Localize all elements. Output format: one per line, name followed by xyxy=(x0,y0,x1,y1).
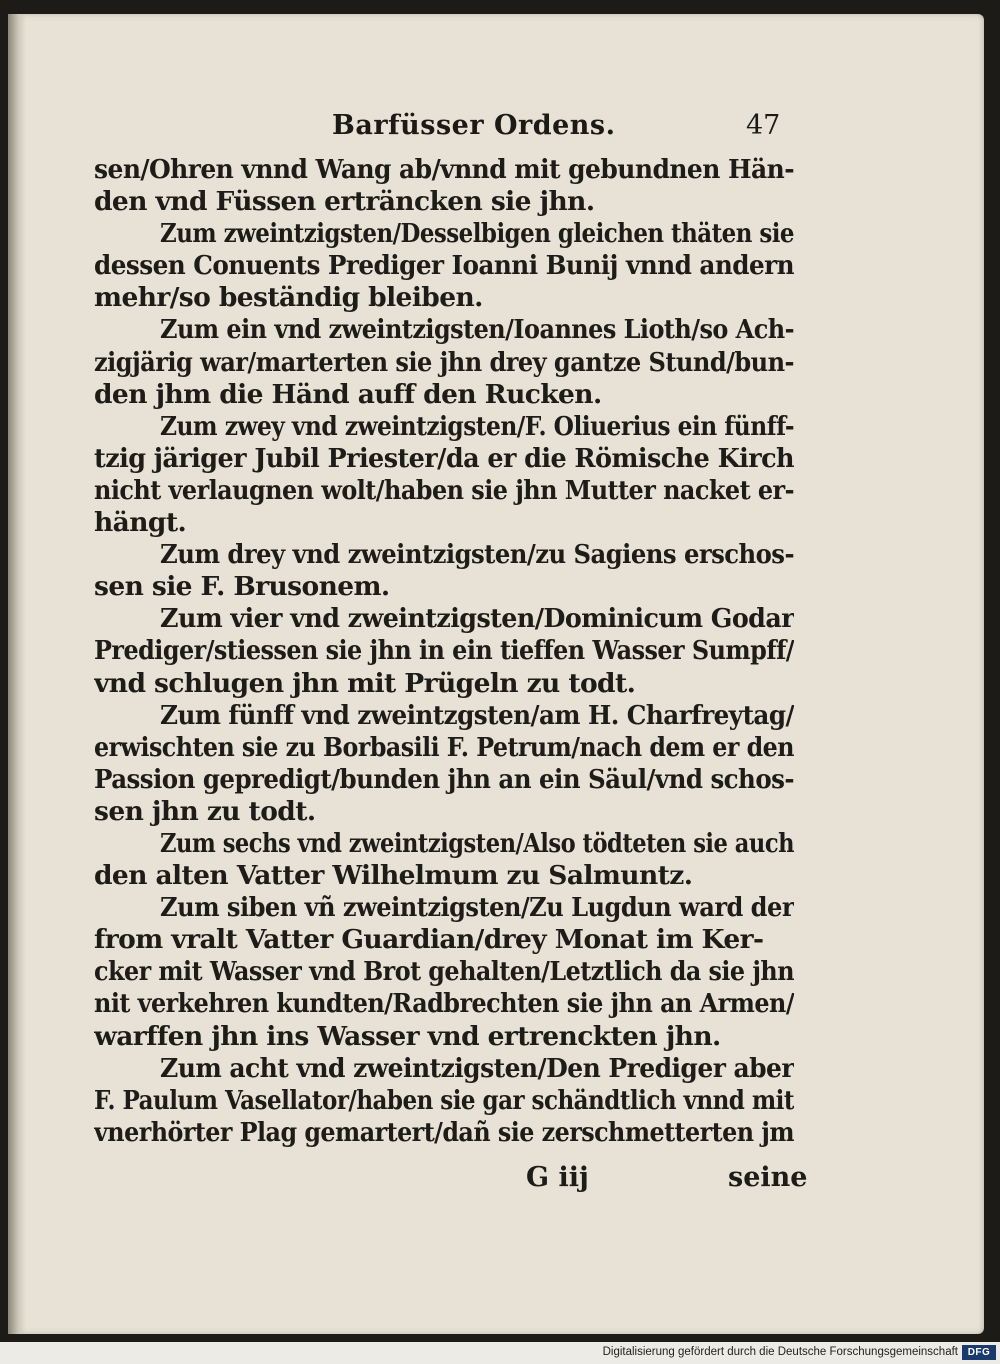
body-text xyxy=(94,154,794,1149)
text-line: Zum siben vñ zweintzigsten/Zu Lugdun ward der xyxy=(160,892,794,924)
text-line: den alten Vatter Wilhelmum zu Salmuntz. xyxy=(94,860,693,892)
funding-credit: Digitalisierung gefördert durch die Deutsche Forschungsgemeinschaft xyxy=(602,1346,958,1358)
text-line: Zum zweintzigsten/Desselbigen gleichen thäten sie xyxy=(160,218,794,250)
book-page xyxy=(8,14,984,1334)
text-line: Zum zwey vnd zweintzigsten/F. Oliuerius ein fünff- xyxy=(160,410,794,442)
text-line: from vralt Vatter Guardian/drey Monat im Ker- xyxy=(94,924,764,956)
text-line: Zum drey vnd zweintzigsten/zu Sagiens erschos- xyxy=(160,539,794,571)
text-line: Passion gepredigt/bunden jhn an ein Säul/vnd schos- xyxy=(94,763,794,795)
page-gutter-shadow xyxy=(8,14,26,1334)
signature-mark: G iij xyxy=(526,1162,589,1193)
text-line: warffen jhn ins Wasser vnd ertrenckten jhn. xyxy=(94,1020,721,1052)
text-line: zigjärig war/marterten sie jhn drey gantze Stund/bun- xyxy=(94,346,794,378)
text-line: hängt. xyxy=(94,507,187,539)
text-line: Zum sechs vnd zweintzigsten/Also tödteten sie auch xyxy=(160,827,794,859)
text-line: Prediger/stiessen sie jhn in ein tieffen Wasser Sumpff/ xyxy=(94,635,794,667)
text-line: Zum ein vnd zweintzigsten/Ioannes Lioth/so Ach- xyxy=(160,314,794,346)
text-line: cker mit Wasser vnd Brot gehalten/Letztlich da sie jhn xyxy=(94,956,794,988)
text-line: tzig järiger Jubil Priester/da er die Römische Kirch xyxy=(94,442,794,474)
text-line: sen jhn zu todt. xyxy=(94,795,316,827)
text-line: F. Paulum Vasellator/haben sie gar schändtlich vnnd mit xyxy=(94,1084,794,1116)
catchword: seine xyxy=(728,1162,808,1193)
dfg-logo: DFG xyxy=(962,1345,996,1360)
text-line: Zum vier vnd zweintzigsten/Dominicum Godar xyxy=(160,603,794,635)
text-line: erwischten sie zu Borbasili F. Petrum/nach dem er den xyxy=(94,731,794,763)
text-line: sen sie F. Brusonem. xyxy=(94,571,390,603)
text-line: vnd schlugen jhn mit Prügeln zu todt. xyxy=(94,667,636,699)
footer-bar xyxy=(0,1342,1000,1364)
text-line: mehr/so beständig bleiben. xyxy=(94,282,483,314)
text-line: Zum fünff vnd zweintzgsten/am H. Charfreytag/ xyxy=(160,699,794,731)
text-line: vnerhörter Plag gemartert/dañ sie zerschmetterten jm xyxy=(94,1116,794,1148)
signature-line xyxy=(94,1162,808,1196)
running-title: Barfüsser Ordens. xyxy=(332,110,616,141)
page-number: 47 xyxy=(746,110,781,141)
text-line: den vnd Füssen erträncken sie jhn. xyxy=(94,186,595,218)
running-head xyxy=(8,110,984,150)
text-line: nicht verlaugnen wolt/haben sie jhn Mutter nacket er- xyxy=(94,474,794,506)
text-line: Zum acht vnd zweintzigsten/Den Prediger aber xyxy=(160,1052,794,1084)
text-line: sen/Ohren vnnd Wang ab/vnnd mit gebundnen Hän- xyxy=(94,154,794,185)
text-line: nit verkehren kundten/Radbrechten sie jhn an Armen/ xyxy=(94,988,794,1020)
text-line: den jhm die Händ auff den Rucken. xyxy=(94,378,602,410)
text-line: dessen Conuents Prediger Ioanni Bunij vnnd andern xyxy=(94,250,794,282)
